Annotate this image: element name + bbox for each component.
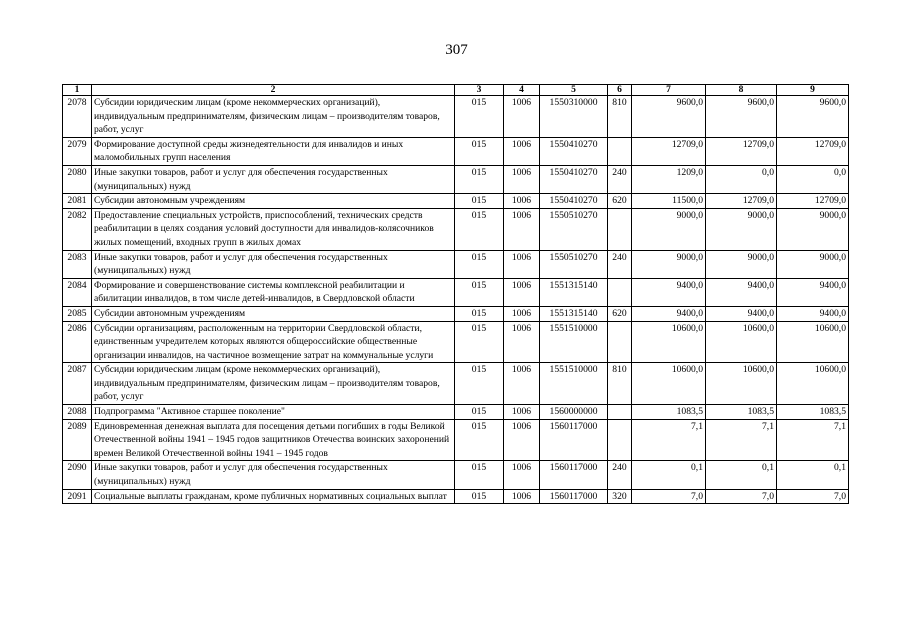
table-row — [63, 489, 849, 504]
row-number-cell: 2080 — [63, 165, 92, 193]
amount-col9-cell: 1083,5 — [777, 405, 849, 420]
expense-type-cell: 620 — [608, 306, 632, 321]
amount-col8-cell: 0,0 — [706, 165, 777, 193]
target-article-cell: 1551510000 — [540, 363, 608, 405]
amount-col9-cell: 10600,0 — [777, 363, 849, 405]
target-article-cell: 1560117000 — [540, 419, 608, 461]
ministry-code-cell: 015 — [455, 250, 504, 278]
target-article-cell: 1550510270 — [540, 208, 608, 250]
ministry-code-cell: 015 — [455, 96, 504, 138]
row-name-cell: Субсидии автономным учреждениям — [92, 306, 455, 321]
row-name-cell: Предоставление специальных устройств, приспособлений, технических средств реабилитации в целях создания условий доступности для инвалидов-колясочников жилых помещений, входных групп в жилых домах — [92, 208, 455, 250]
target-article-cell: 1551315140 — [540, 306, 608, 321]
section-code-cell: 1006 — [504, 419, 540, 461]
amount-col9-cell: 7,0 — [777, 489, 849, 504]
amount-col8-cell: 7,1 — [706, 419, 777, 461]
column-header-3: 3 — [455, 85, 504, 96]
expense-type-cell — [608, 405, 632, 420]
row-name-cell: Подпрограмма "Активное старшее поколение" — [92, 405, 455, 420]
expense-type-cell: 810 — [608, 363, 632, 405]
row-number-cell: 2079 — [63, 137, 92, 165]
amount-col9-cell: 0,1 — [777, 461, 849, 489]
row-name-cell: Субсидии юридическим лицам (кроме некоммерческих организаций), индивидуальным предпринимателям, физическим лицам – производителям товаров, работ, услуг — [92, 96, 455, 138]
column-header-9: 9 — [777, 85, 849, 96]
amount-col7-cell: 1083,5 — [632, 405, 706, 420]
table-row — [63, 306, 849, 321]
row-name-cell: Иные закупки товаров, работ и услуг для обеспечения государственных (муниципальных) нужд — [92, 250, 455, 278]
ministry-code-cell: 015 — [455, 137, 504, 165]
expense-type-cell: 810 — [608, 96, 632, 138]
target-article-cell: 1550310000 — [540, 96, 608, 138]
row-name-cell: Иные закупки товаров, работ и услуг для обеспечения государственных (муниципальных) нужд — [92, 461, 455, 489]
section-code-cell: 1006 — [504, 363, 540, 405]
ministry-code-cell: 015 — [455, 363, 504, 405]
amount-col9-cell: 12709,0 — [777, 137, 849, 165]
table-row — [63, 137, 849, 165]
row-number-cell: 2078 — [63, 96, 92, 138]
table-row — [63, 461, 849, 489]
amount-col7-cell: 9400,0 — [632, 278, 706, 306]
amount-col8-cell: 9600,0 — [706, 96, 777, 138]
ministry-code-cell: 015 — [455, 489, 504, 504]
amount-col8-cell: 12709,0 — [706, 137, 777, 165]
row-number-cell: 2090 — [63, 461, 92, 489]
row-number-cell: 2085 — [63, 306, 92, 321]
row-number-cell: 2082 — [63, 208, 92, 250]
ministry-code-cell: 015 — [455, 321, 504, 363]
table-row — [63, 321, 849, 363]
table-row — [63, 250, 849, 278]
row-number-cell: 2084 — [63, 278, 92, 306]
amount-col9-cell: 9000,0 — [777, 250, 849, 278]
target-article-cell: 1560000000 — [540, 405, 608, 420]
amount-col7-cell: 9000,0 — [632, 208, 706, 250]
row-number-cell: 2081 — [63, 194, 92, 209]
row-number-cell: 2088 — [63, 405, 92, 420]
budget-table — [62, 84, 849, 504]
row-name-cell: Иные закупки товаров, работ и услуг для обеспечения государственных (муниципальных) нужд — [92, 165, 455, 193]
ministry-code-cell: 015 — [455, 419, 504, 461]
expense-type-cell: 320 — [608, 489, 632, 504]
expense-type-cell — [608, 419, 632, 461]
expense-type-cell: 240 — [608, 461, 632, 489]
expense-type-cell — [608, 208, 632, 250]
row-name-cell: Социальные выплаты гражданам, кроме публичных нормативных социальных выплат — [92, 489, 455, 504]
amount-col7-cell: 0,1 — [632, 461, 706, 489]
section-code-cell: 1006 — [504, 321, 540, 363]
amount-col8-cell: 9400,0 — [706, 278, 777, 306]
amount-col9-cell: 10600,0 — [777, 321, 849, 363]
amount-col8-cell: 1083,5 — [706, 405, 777, 420]
amount-col7-cell: 10600,0 — [632, 363, 706, 405]
expense-type-cell: 620 — [608, 194, 632, 209]
expense-type-cell — [608, 137, 632, 165]
amount-col9-cell: 12709,0 — [777, 194, 849, 209]
row-number-cell: 2086 — [63, 321, 92, 363]
row-number-cell: 2087 — [63, 363, 92, 405]
ministry-code-cell: 015 — [455, 278, 504, 306]
amount-col8-cell: 12709,0 — [706, 194, 777, 209]
row-name-cell: Формирование доступной среды жизнедеятельности для инвалидов и иных маломобильных групп населения — [92, 137, 455, 165]
amount-col9-cell: 9600,0 — [777, 96, 849, 138]
target-article-cell: 1550410270 — [540, 137, 608, 165]
target-article-cell: 1560117000 — [540, 489, 608, 504]
table-row — [63, 419, 849, 461]
column-header-7: 7 — [632, 85, 706, 96]
table-row — [63, 363, 849, 405]
table-header-row — [63, 85, 849, 96]
column-header-2: 2 — [92, 85, 455, 96]
column-header-5: 5 — [540, 85, 608, 96]
expense-type-cell: 240 — [608, 250, 632, 278]
amount-col8-cell: 7,0 — [706, 489, 777, 504]
column-header-4: 4 — [504, 85, 540, 96]
ministry-code-cell: 015 — [455, 405, 504, 420]
column-header-6: 6 — [608, 85, 632, 96]
amount-col7-cell: 9600,0 — [632, 96, 706, 138]
amount-col8-cell: 10600,0 — [706, 363, 777, 405]
section-code-cell: 1006 — [504, 165, 540, 193]
expense-type-cell — [608, 278, 632, 306]
target-article-cell: 1550410270 — [540, 194, 608, 209]
amount-col7-cell: 9400,0 — [632, 306, 706, 321]
amount-col9-cell: 9000,0 — [777, 208, 849, 250]
section-code-cell: 1006 — [504, 405, 540, 420]
table-body — [63, 96, 849, 504]
table-row — [63, 194, 849, 209]
amount-col8-cell: 0,1 — [706, 461, 777, 489]
section-code-cell: 1006 — [504, 461, 540, 489]
amount-col7-cell: 11500,0 — [632, 194, 706, 209]
expense-type-cell: 240 — [608, 165, 632, 193]
amount-col8-cell: 9400,0 — [706, 306, 777, 321]
section-code-cell: 1006 — [504, 96, 540, 138]
row-name-cell: Формирование и совершенствование системы комплексной реабилитации и абилитации инвалидов, в том числе детей-инвалидов, в Свердловской области — [92, 278, 455, 306]
table-row — [63, 278, 849, 306]
amount-col7-cell: 7,1 — [632, 419, 706, 461]
table-row — [63, 208, 849, 250]
section-code-cell: 1006 — [504, 208, 540, 250]
row-name-cell: Субсидии автономным учреждениям — [92, 194, 455, 209]
target-article-cell: 1550510270 — [540, 250, 608, 278]
ministry-code-cell: 015 — [455, 306, 504, 321]
amount-col7-cell: 1209,0 — [632, 165, 706, 193]
amount-col7-cell: 9000,0 — [632, 250, 706, 278]
amount-col7-cell: 10600,0 — [632, 321, 706, 363]
row-name-cell: Субсидии организациям, расположенным на территории Свердловской области, единственным учредителем которых являются общероссийские общественные организации инвалидов, на частичное возмещение затрат на коммунальные услуги — [92, 321, 455, 363]
ministry-code-cell: 015 — [455, 461, 504, 489]
section-code-cell: 1006 — [504, 137, 540, 165]
target-article-cell: 1560117000 — [540, 461, 608, 489]
row-number-cell: 2091 — [63, 489, 92, 504]
column-header-1: 1 — [63, 85, 92, 96]
section-code-cell: 1006 — [504, 278, 540, 306]
amount-col9-cell: 7,1 — [777, 419, 849, 461]
column-header-8: 8 — [706, 85, 777, 96]
target-article-cell: 1551315140 — [540, 278, 608, 306]
target-article-cell: 1551510000 — [540, 321, 608, 363]
page-number: 307 — [445, 42, 468, 58]
amount-col7-cell: 12709,0 — [632, 137, 706, 165]
table-row — [63, 405, 849, 420]
amount-col9-cell: 9400,0 — [777, 306, 849, 321]
amount-col8-cell: 9000,0 — [706, 208, 777, 250]
expense-type-cell — [608, 321, 632, 363]
ministry-code-cell: 015 — [455, 165, 504, 193]
amount-col9-cell: 0,0 — [777, 165, 849, 193]
ministry-code-cell: 015 — [455, 194, 504, 209]
amount-col7-cell: 7,0 — [632, 489, 706, 504]
section-code-cell: 1006 — [504, 489, 540, 504]
table-row — [63, 96, 849, 138]
amount-col8-cell: 9000,0 — [706, 250, 777, 278]
section-code-cell: 1006 — [504, 194, 540, 209]
amount-col9-cell: 9400,0 — [777, 278, 849, 306]
table-row — [63, 165, 849, 193]
amount-col8-cell: 10600,0 — [706, 321, 777, 363]
ministry-code-cell: 015 — [455, 208, 504, 250]
row-number-cell: 2083 — [63, 250, 92, 278]
section-code-cell: 1006 — [504, 306, 540, 321]
section-code-cell: 1006 — [504, 250, 540, 278]
target-article-cell: 1550410270 — [540, 165, 608, 193]
row-number-cell: 2089 — [63, 419, 92, 461]
row-name-cell: Единовременная денежная выплата для посещения детьми погибших в годы Великой Отечественной войны 1941 – 1945 годов защитников Отечества воинских захоронений времен Великой Отечественной войны 1941 – 1945 годов — [92, 419, 455, 461]
row-name-cell: Субсидии юридическим лицам (кроме некоммерческих организаций), индивидуальным предпринимателям, физическим лицам – производителям товаров, работ, услуг — [92, 363, 455, 405]
